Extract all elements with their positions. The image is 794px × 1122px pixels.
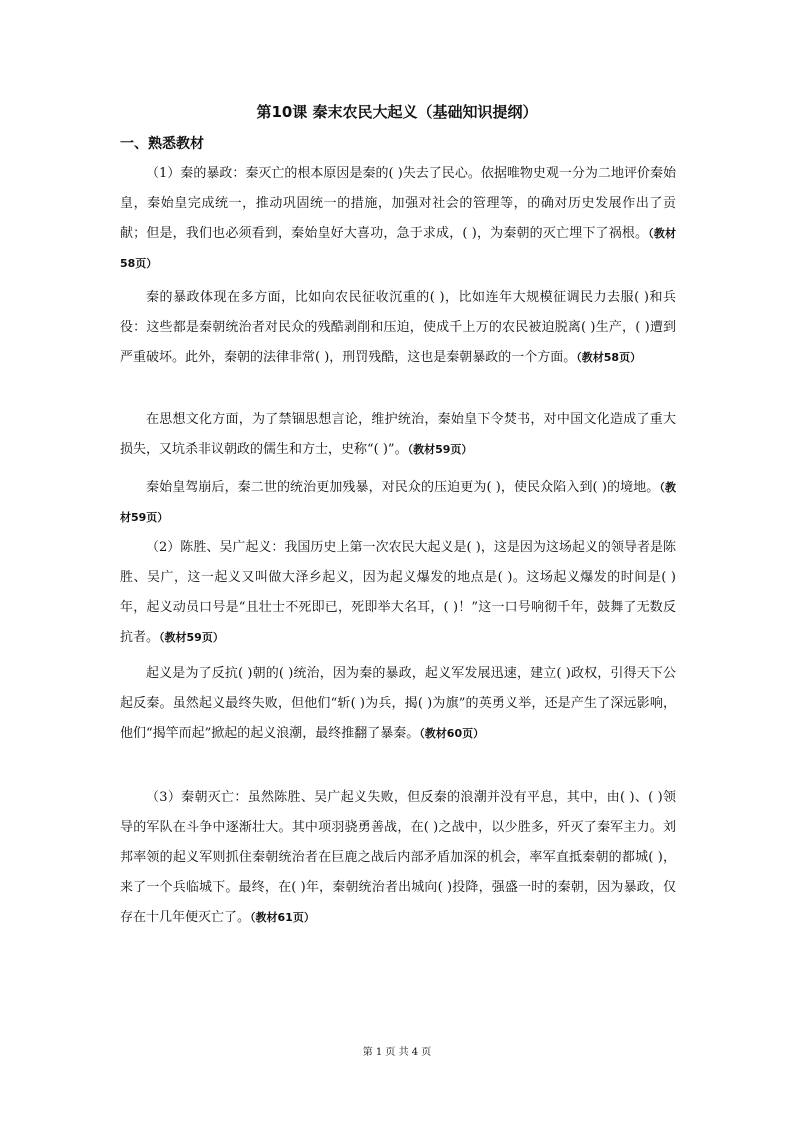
- textbook-page-ref: （教材58页）: [120, 227, 677, 270]
- textbook-page-ref: （教材60页）: [419, 727, 485, 740]
- paragraph-text: （1）秦的暴政：秦灭亡的根本原因是秦的( )失去了民心。依据唯物史观一分为二地评价秦始皇，秦始皇完成统一，推动巩固统一的措施，加强对社会的管理等，的确对历史发展作出了贡献；但是，我们也必须看到，秦始皇好大喜功，急于求成，( )，为秦朝的灭亡埋下了祸根。: [120, 166, 676, 241]
- paragraph-text: （2）陈胜、吴广起义：我国历史上第一次农民大起义是( )，这是因为这场起义的领导者是陈胜、吴广，这一起义又叫做大泽乡起义，因为起义爆发的地点是( )。这场起义爆发的时间是( )年，起义动员口号是“且壮士不死即已，死即举大名耳，( )！”这一口号响彻千年，鼓舞了无数反抗者。: [120, 540, 676, 645]
- paragraph-qin-fall: [120, 783, 676, 933]
- paragraph-text: 在思想文化方面，为了禁锢思想言论，维护统治，秦始皇下令焚书，对中国文化造成了重大损失，又坑杀非议朝政的儒生和方士，史称“( )”。: [120, 412, 676, 457]
- paragraph-uprising-significance: [120, 659, 676, 749]
- textbook-page-ref: （教材59页）: [407, 443, 473, 456]
- paragraph-qin-tyranny: [120, 159, 676, 279]
- textbook-page-ref: （教材61页）: [250, 911, 315, 924]
- textbook-page-ref: （教材58页）: [576, 351, 642, 364]
- paragraph-chen-wu-uprising: [120, 533, 676, 653]
- paragraph-text: （3）秦朝灭亡：虽然陈胜、吴广起义失败，但反秦的浪潮并没有平息，其中，由( )、( )领导的军队在斗争中逐渐壮大。其中项羽骁勇善战，在( )之战中，以少胜多，歼灭了秦军主力。刘邦率领的起义军则抓住秦朝统治者在巨鹿之战后内部矛盾加深的机会，率军直抵秦朝的都城( )，来了一个兵临城下。最终，在( )年，秦朝统治者出城向( )投降，强盛一时的秦朝，因为暴政，仅存在十几年便灭亡了。: [120, 790, 676, 925]
- paragraph-text: 秦始皇驾崩后，秦二世的统治更加残暴，对民众的压迫更为( )，使民众陷入到( )的境地。: [146, 480, 660, 495]
- textbook-page-ref: （教材59页）: [120, 481, 676, 524]
- paragraph-second-emperor: [120, 473, 676, 533]
- paragraph-tyranny-aspects: [120, 283, 676, 373]
- page-title: 第10课 秦末农民大起义（基础知识提纲）: [256, 103, 538, 121]
- paragraph-culture: [120, 405, 676, 465]
- textbook-page-ref: （教材59页）: [159, 631, 224, 644]
- paragraph-text: 秦的暴政体现在多方面，比如向农民征收沉重的( )，比如连年大规模征调民力去服( )和兵役：这些都是秦朝统治者对民众的残酷剥削和压迫，使成千上万的农民被迫脱离( )生产，( )遭到严重破坏。此外，秦朝的法律非常( )，刑罚残酷，这也是秦朝暴政的一个方面。: [120, 290, 676, 365]
- section-heading: 一、熟悉教材: [120, 136, 204, 152]
- page-footer: 第 1 页 共 4 页: [362, 1047, 432, 1058]
- paragraph-text: 起义是为了反抗( )朝的( )统治，因为秦的暴政，起义军发展迅速，建立( )政权，引得天下公起反秦。虽然起义最终失败，但他们“斩( )为兵，揭( )为旗”的英勇义举，还是产生了深远影响，他们“揭竿而起”掀起的起义浪潮，最终推翻了暴秦。: [120, 666, 676, 741]
